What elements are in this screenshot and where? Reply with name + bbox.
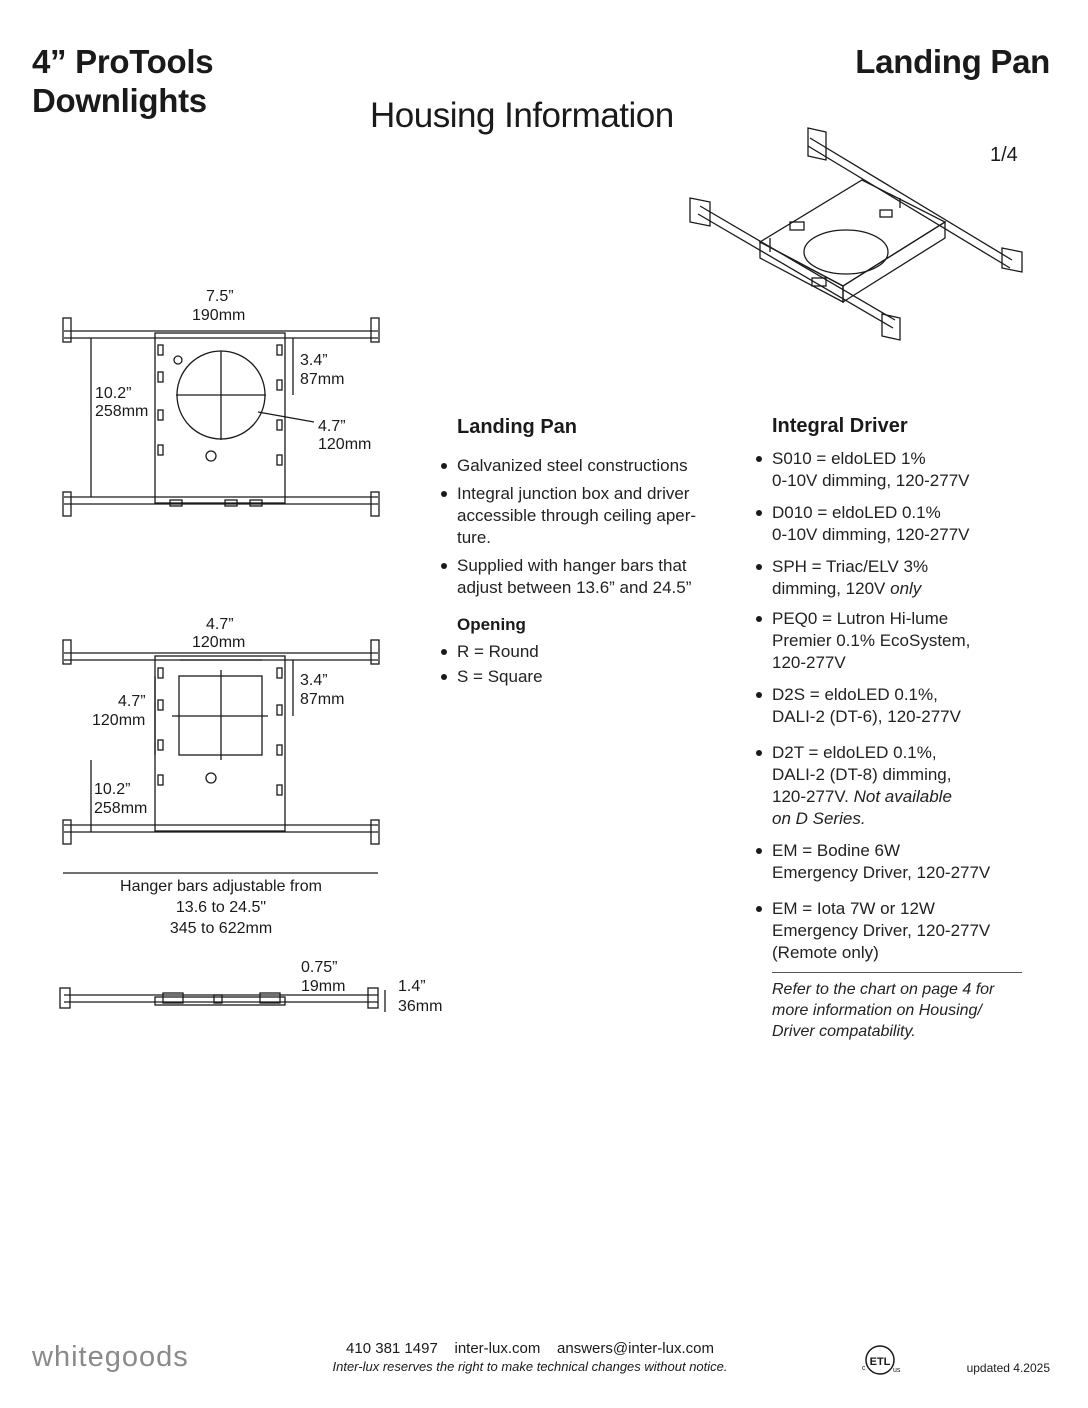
square-offset-in: 3.4” — [300, 672, 328, 689]
square-side-in: 4.7” — [118, 693, 146, 710]
hanger-note-line3: 345 to 622mm — [169, 920, 273, 937]
list-item: R = Round — [441, 641, 726, 663]
footer-email-link[interactable]: answers@inter-lux.com — [557, 1340, 714, 1357]
opening-heading: Opening — [457, 615, 526, 634]
hanger-note-line1: Hanger bars adjustable from — [120, 878, 322, 895]
list-item — [756, 608, 1031, 674]
square-side-mm: 120mm — [92, 712, 146, 729]
round-aperture-mm: 120mm — [318, 436, 372, 453]
compatibility-note — [772, 972, 1022, 1042]
driver-text: 120-277V. — [772, 787, 849, 806]
note-line: Refer to the chart on page 4 for — [772, 981, 995, 998]
product-title-line1: 4” ProTools — [32, 43, 214, 80]
driver-line: D2T = eldoLED 0.1%, — [772, 743, 937, 762]
square-width-in: 4.7” — [206, 616, 234, 633]
hanger-bar-note — [63, 876, 379, 939]
round-aperture-in: 4.7” — [318, 418, 346, 435]
driver-line: PEQ0 = Lutron Hi-lume — [772, 609, 949, 628]
landing-pan-section — [441, 416, 726, 691]
section-title: Housing Information — [370, 96, 674, 135]
driver-line: Emergency Driver, 120-277V — [772, 863, 991, 882]
side-thickness-mm: 19mm — [301, 978, 346, 995]
list-item — [756, 742, 1031, 830]
driver-italic-text: only — [890, 579, 922, 598]
driver-line: Emergency Driver, 120-277V — [772, 921, 991, 940]
driver-italic-text: Not available — [853, 787, 952, 806]
driver-line: S010 = eldoLED 1% — [772, 449, 926, 468]
hanger-note-line2: 13.6 to 24.5" — [175, 899, 267, 916]
driver-line: D010 = eldoLED 0.1% — [772, 503, 941, 522]
footer-website-link[interactable]: inter-lux.com — [454, 1340, 541, 1357]
list-item: S = Square — [441, 666, 726, 688]
list-item — [756, 448, 1031, 492]
opening-options-list — [441, 641, 726, 688]
product-title-line2: Downlights — [32, 82, 207, 119]
list-item: Integral junction box and driver accessible through ceiling aper-ture. — [441, 483, 726, 549]
driver-line: EM = Iota 7W or 12W — [772, 899, 935, 918]
round-width-mm: 190mm — [192, 307, 246, 324]
list-item — [756, 898, 1031, 964]
round-height-mm: 258mm — [95, 403, 149, 420]
landing-pan-feature-list — [441, 455, 726, 599]
driver-italic-text: on D Series. — [772, 809, 866, 828]
square-width-mm: 120mm — [192, 634, 246, 651]
product-type-title: Landing Pan — [855, 43, 1050, 80]
driver-line: EM = Bodine 6W — [772, 841, 901, 860]
etl-us-text: us — [893, 1367, 901, 1374]
driver-line: 120-277V — [772, 653, 846, 672]
square-offset-mm: 87mm — [300, 691, 345, 708]
list-item — [756, 840, 1031, 884]
page-number: 1/4 — [990, 144, 1018, 166]
side-thickness-in: 0.75” — [301, 959, 338, 976]
square-height-mm: 258mm — [94, 800, 148, 817]
driver-text: dimming, 120V — [772, 579, 886, 598]
side-height-in: 1.4” — [398, 978, 426, 995]
integral-driver-heading: Integral Driver — [772, 415, 908, 437]
list-item: Supplied with hanger bars that adjust between 13.6” and 24.5” — [441, 555, 726, 599]
landing-pan-heading: Landing Pan — [457, 416, 577, 438]
side-height-mm: 36mm — [398, 998, 443, 1015]
driver-line — [772, 578, 1031, 600]
footer-phone[interactable]: 410 381 1497 — [346, 1340, 438, 1357]
driver-line: DALI-2 (DT-6), 120-277V — [772, 707, 961, 726]
driver-line: (Remote only) — [772, 943, 879, 962]
driver-line: 0-10V dimming, 120-277V — [772, 471, 970, 490]
driver-line: D2S = eldoLED 0.1%, — [772, 685, 938, 704]
driver-line: DALI-2 (DT-8) dimming, — [772, 765, 952, 784]
driver-line: SPH = Triac/ELV 3% — [772, 557, 929, 576]
driver-options-list — [756, 448, 1031, 964]
note-line: more information on Housing/ — [772, 1002, 982, 1019]
driver-line: 0-10V dimming, 120-277V — [772, 525, 970, 544]
updated-date: updated 4.2025 — [966, 1361, 1050, 1375]
list-item — [756, 684, 1031, 728]
footer-disclaimer: Inter-lux reserves the right to make technical changes without notice. — [332, 1359, 728, 1374]
list-item: Galvanized steel constructions — [441, 455, 726, 477]
round-width-in: 7.5” — [206, 288, 234, 305]
brand-logo: whitegoods — [32, 1341, 189, 1373]
etl-mark-text: ETL — [869, 1356, 891, 1368]
note-line: Driver compatability. — [772, 1023, 916, 1040]
round-offset-mm: 87mm — [300, 371, 345, 388]
round-offset-in: 3.4” — [300, 352, 328, 369]
footer-contact — [310, 1340, 750, 1374]
list-item — [756, 556, 1031, 600]
driver-line — [772, 808, 1031, 830]
integral-driver-section — [756, 415, 1031, 1042]
isometric-housing-illustration — [690, 128, 1022, 340]
driver-line: Premier 0.1% EcoSystem, — [772, 631, 971, 650]
etl-c-text: c — [862, 1365, 866, 1372]
round-height-in: 10.2” — [95, 385, 132, 402]
square-height-in: 10.2” — [94, 781, 131, 798]
driver-line — [772, 786, 1031, 808]
list-item — [756, 502, 1031, 546]
